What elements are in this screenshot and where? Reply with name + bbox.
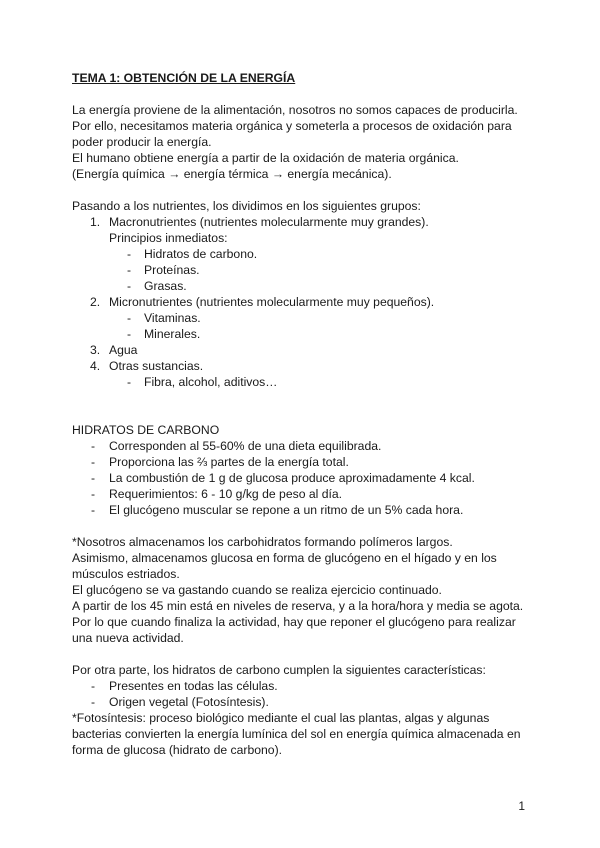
- item-number: 2.: [90, 295, 101, 309]
- item-text: Agua: [109, 343, 138, 357]
- item-text: Origen vegetal (Fotosíntesis).: [109, 695, 269, 709]
- item-text: Corresponden al 55-60% de una dieta equilibrada.: [109, 439, 382, 453]
- paragraph-line: bacterias convierten la energía lumínica del sol en energía química almacenada en: [72, 727, 521, 741]
- nutrients-list: [72, 342, 542, 374]
- item-text: Presentes en todas las células.: [109, 679, 278, 693]
- list-item: [72, 342, 542, 358]
- page-number: 1: [518, 799, 525, 813]
- glucogeno-section: [72, 534, 542, 646]
- item-number: 4.: [90, 359, 101, 373]
- item-number: 1.: [90, 215, 101, 229]
- item-number: 3.: [90, 343, 101, 357]
- dash: -: [127, 311, 132, 325]
- caracteristicas-section: [72, 662, 542, 758]
- hidratos-section: [72, 422, 542, 518]
- intro-line: El humano obtiene energía a partir de la oxidación de materia orgánica.: [72, 151, 459, 165]
- nutrients-list: [72, 294, 542, 310]
- item-text: Micronutrientes (nutrientes molecularmente muy pequeños).: [109, 295, 435, 309]
- list-item: [72, 326, 542, 342]
- item-text: Otras sustancias.: [109, 359, 204, 373]
- dash: -: [127, 327, 132, 341]
- paragraph-line: Asimismo, almacenamos glucosa en forma de glucógeno en el hígado y en los: [72, 551, 497, 565]
- nutrients-list: [72, 214, 542, 230]
- item-text: Fibra, alcohol, aditivos…: [144, 375, 278, 389]
- item-text: Requerimientos: 6 - 10 g/kg de peso al día.: [109, 487, 343, 501]
- sublist: [72, 246, 542, 294]
- list-item: [72, 678, 542, 694]
- section-heading: HIDRATOS DE CARBONO: [72, 423, 220, 437]
- paragraph-line: forma de glucosa (hidrato de carbono).: [72, 743, 283, 757]
- page-title: TEMA 1: OBTENCIÓN DE LA ENERGÍA: [72, 71, 296, 85]
- item-text: Minerales.: [144, 327, 201, 341]
- item-subheading: Principios inmediatos:: [109, 231, 228, 245]
- hidratos-list: [72, 438, 542, 518]
- item-text: Hidratos de carbono.: [144, 247, 258, 261]
- document-page: [72, 70, 542, 758]
- list-item: [72, 262, 542, 278]
- intro-line: poder producir la energía.: [72, 135, 212, 149]
- sublist: [72, 374, 542, 390]
- dash: -: [91, 695, 96, 709]
- list-item: [72, 358, 542, 374]
- sublist: [72, 310, 542, 342]
- paragraph-line: *Nosotros almacenamos los carbohidratos formando polímeros largos.: [72, 535, 453, 549]
- dash: -: [91, 455, 96, 469]
- list-item: [72, 246, 542, 262]
- intro-line: (Energía química → energía térmica → energía mecánica).: [72, 167, 392, 181]
- intro-line: La energía proviene de la alimentación, nosotros no somos capaces de producirla.: [72, 103, 518, 117]
- dash: -: [91, 503, 96, 517]
- list-item: [72, 438, 542, 454]
- nutrients-lead: Pasando a los nutrientes, los dividimos en los siguientes grupos:: [72, 199, 421, 213]
- list-item: [72, 454, 542, 470]
- item-text: Proporciona las ⅔ partes de la energía total.: [109, 455, 349, 469]
- item-text: El glucógeno muscular se repone a un ritmo de un 5% cada hora.: [109, 503, 464, 517]
- dash: -: [127, 375, 132, 389]
- list-item: [72, 214, 542, 230]
- dash: -: [91, 471, 96, 485]
- nutrients-section: [72, 198, 542, 390]
- dash: -: [127, 279, 132, 293]
- paragraph-line: Por otra parte, los hidratos de carbono cumplen la siguientes características:: [72, 663, 486, 677]
- paragraph-line: *Fotosíntesis: proceso biológico mediante el cual las plantas, algas y algunas: [72, 711, 490, 725]
- list-item: [72, 502, 542, 518]
- item-text: Grasas.: [144, 279, 187, 293]
- item-text: Macronutrientes (nutrientes molecularmente muy grandes).: [109, 215, 429, 229]
- dash: -: [91, 439, 96, 453]
- paragraph-line: una nueva actividad.: [72, 631, 184, 645]
- caracteristicas-list: [72, 678, 542, 710]
- paragraph-line: El glucógeno se va gastando cuando se realiza ejercicio continuado.: [72, 583, 442, 597]
- dash: -: [91, 487, 96, 501]
- paragraph-line: Por lo que cuando finaliza la actividad, hay que reponer el glucógeno para realizar: [72, 615, 516, 629]
- list-item: [72, 486, 542, 502]
- paragraph-line: A partir de los 45 min está en niveles de reserva, y a la hora/hora y media se agota.: [72, 599, 524, 613]
- item-text: Vitaminas.: [144, 311, 201, 325]
- intro-section: [72, 102, 542, 182]
- item-text: Proteínas.: [144, 263, 200, 277]
- dash: -: [91, 679, 96, 693]
- list-item: [72, 374, 542, 390]
- list-item: [72, 310, 542, 326]
- dash: -: [127, 247, 132, 261]
- intro-line: Por ello, necesitamos materia orgánica y someterla a procesos de oxidación para: [72, 119, 512, 133]
- dash: -: [127, 263, 132, 277]
- list-item: [72, 470, 542, 486]
- list-item: [72, 694, 542, 710]
- paragraph-line: músculos estriados.: [72, 567, 180, 581]
- item-text: La combustión de 1 g de glucosa produce aproximadamente 4 kcal.: [109, 471, 475, 485]
- list-item: [72, 294, 542, 310]
- list-item: [72, 278, 542, 294]
